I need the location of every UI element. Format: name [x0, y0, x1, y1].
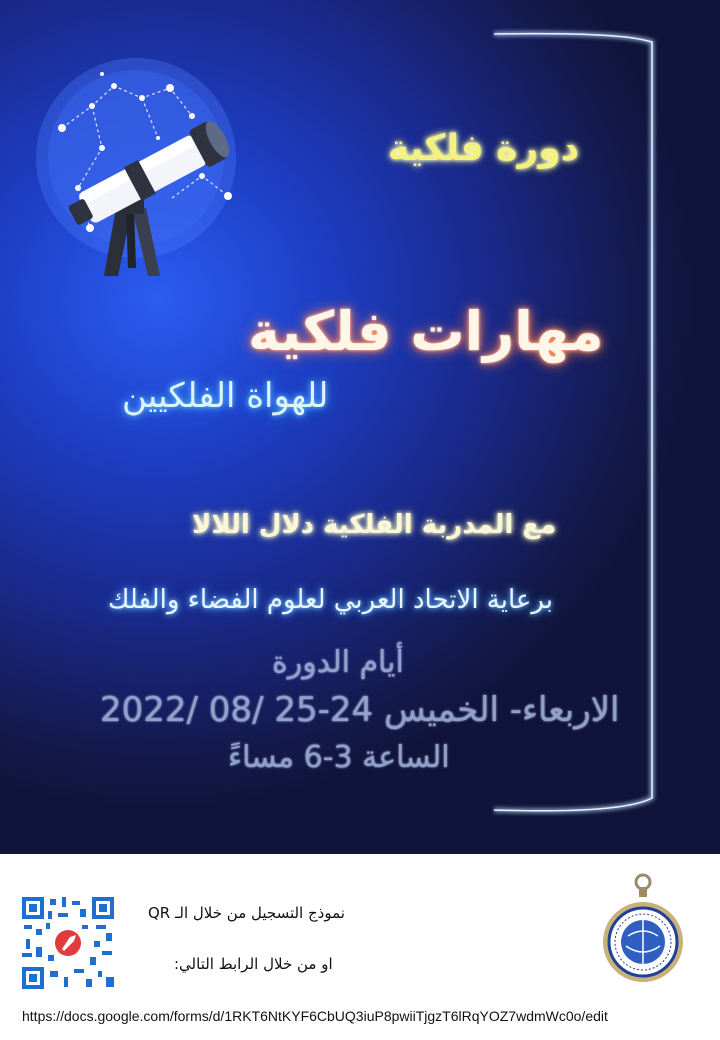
- link-prompt: او من خلال الرابط التالي:: [174, 955, 333, 973]
- trainer-line: مع المدربة الفلكية دلال اللالا: [192, 510, 557, 540]
- registration-text: نموذج التسجيل من خلال الـ QR: [148, 904, 345, 922]
- course-label: دورة فلكية: [388, 128, 580, 169]
- subtitle: للهواة الفلكيين: [122, 376, 329, 416]
- organization-logo: [600, 872, 686, 990]
- course-days-title: أيام الدورة: [272, 645, 404, 680]
- registration-link[interactable]: https://docs.google.com/forms/d/1RKT6NtKYF6CbUQ3iuP8pwiiTjgzT6lRqYOZ7wdmWc0o/edit: [22, 1008, 608, 1024]
- qr-code[interactable]: [20, 895, 116, 991]
- course-dates: الاربعاء- الخميس 24-25 /08 /2022: [100, 690, 620, 730]
- course-time: الساعة 3-6 مساءً: [228, 740, 450, 775]
- telescope-icon: [32, 58, 240, 276]
- main-title: مهارات فلكية: [248, 300, 604, 363]
- sponsor-line: برعاية الاتحاد العربي لعلوم الفضاء والفلك: [108, 585, 553, 615]
